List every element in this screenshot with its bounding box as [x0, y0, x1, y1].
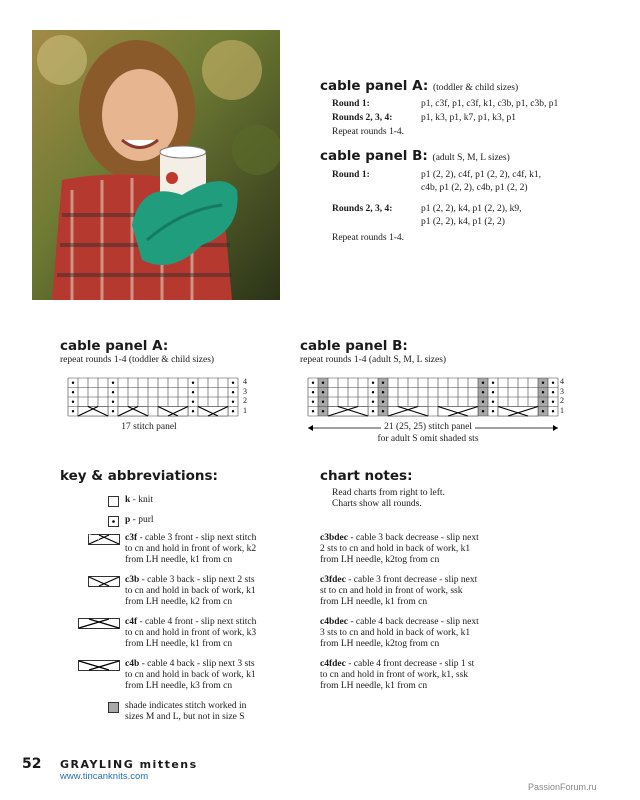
panel-b-round-2: Rounds 2, 3, 4: p1 (2, 2), k4, p1 (2, 2), k9, p1 (2, 2), k4, p1 (2, 2) — [332, 204, 522, 227]
key-item-knit: k - knit — [60, 495, 280, 507]
c4b-symbol-icon — [78, 660, 120, 671]
key-item-c3b: c3b - cable 3 back - slip next 2 sts to cn and hold in back of work, k1 from LH needle, k2 from cn — [60, 575, 280, 609]
chart-b-rownums: 4 3 2 1 — [560, 377, 564, 415]
chart-b-span-label: 21 (25, 25) stitch panel — [381, 422, 475, 432]
chart-a-subtitle: repeat rounds 1-4 (toddler & child sizes) — [60, 355, 215, 365]
chart-b-span-note: for adult S omit shaded sts — [377, 434, 479, 444]
key-item-purl: p - purl — [60, 515, 280, 527]
notes-intro: Read charts from right to left. Charts show all rounds. — [332, 488, 445, 509]
knit-symbol-icon — [108, 496, 119, 507]
chart-a-span-label: 17 stitch panel — [118, 422, 179, 432]
panel-a-title: cable panel A: — [320, 78, 429, 94]
panel-a-repeat: Repeat rounds 1-4. — [332, 127, 405, 137]
key-item-c3f: c3f - cable 3 front - slip next stitch to cn and hold in front of work, k2 from LH needle, k1 from cn — [60, 533, 280, 567]
key-item-c4b: c4b - cable 4 back - slip next 3 sts to cn and hold in back of work, k1 from LH needle, k3 from cn — [60, 659, 280, 693]
footer-title: GRAYLING mittens — [60, 758, 198, 771]
c3b-symbol-icon — [88, 576, 120, 587]
chart-a-rownums: 4 3 2 1 — [243, 377, 247, 415]
shade-symbol-icon — [108, 702, 119, 713]
note-c4bdec: c4bdec - cable 4 back decrease - slip next 3 sts to cn and hold in back of work, k1 from LH needle, k2tog from cn — [320, 617, 479, 649]
panel-b-repeat: Repeat rounds 1-4. — [332, 233, 405, 243]
photo-woman-cup-icon — [32, 30, 280, 300]
watermark: PassionForum.ru — [528, 782, 597, 792]
chart-b-title: cable panel B: — [300, 338, 408, 354]
panel-b-heading — [320, 148, 510, 164]
note-c4fdec: c4fdec - cable 4 front decrease - slip 1 st to cn and hold in front of work, k1, ssk from LH needle, k1 from cn — [320, 659, 475, 691]
c4f-symbol-icon — [78, 618, 120, 629]
note-c3fdec: c3fdec - cable 3 front decrease - slip next st to cn and hold in front of work, ssk from LH needle, k1 from cn — [320, 575, 478, 607]
c3f-symbol-icon — [88, 534, 120, 545]
key-item-shade: shade indicates stitch worked in sizes M and L, but not in size S — [60, 701, 280, 725]
page-number: 52 — [22, 756, 42, 772]
panel-b-round-1: Round 1: p1 (2, 2), c4f, p1 (2, 2), c4f, k1, c4b, p1 (2, 2), c4b, p1 (2, 2) — [332, 170, 542, 193]
notes-title: chart notes: — [320, 468, 413, 484]
note-c3bdec: c3bdec - cable 3 back decrease - slip next 2 sts to cn and hold in back of work, k1 from LH needle, k2tog from cn — [320, 533, 479, 565]
chart-a-title: cable panel A: — [60, 338, 169, 354]
photo-woman-drinking — [32, 30, 280, 300]
chart-b-subtitle: repeat rounds 1-4 (adult S, M, L sizes) — [300, 355, 447, 365]
panel-b-subtitle: (adult S, M, L sizes) — [432, 153, 510, 163]
panel-a-heading — [320, 78, 518, 94]
key-title: key & abbreviations: — [60, 468, 218, 484]
key-item-c4f: c4f - cable 4 front - slip next stitch to cn and hold in front of work, k3 from LH needle, k1 from cn — [60, 617, 280, 651]
footer-url[interactable]: www.tincanknits.com — [60, 771, 149, 782]
purl-symbol-icon — [108, 516, 119, 527]
panel-b-title: cable panel B: — [320, 148, 428, 164]
panel-a-subtitle: (toddler & child sizes) — [432, 83, 519, 93]
